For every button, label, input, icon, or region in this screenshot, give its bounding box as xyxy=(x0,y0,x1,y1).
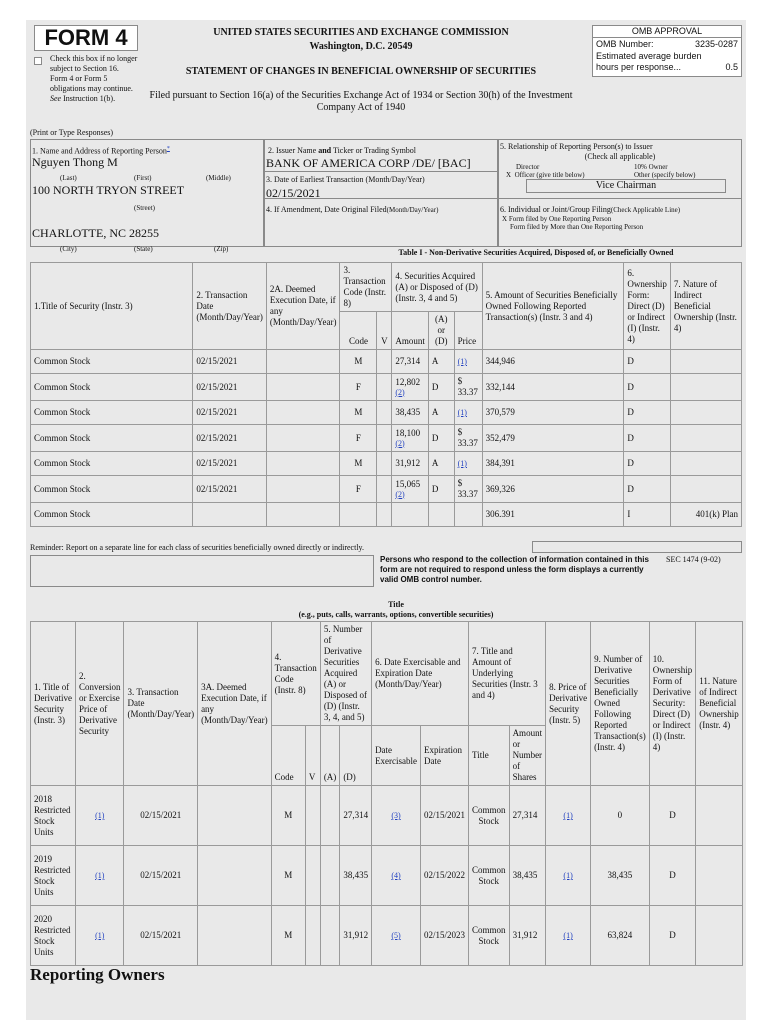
ownership-form: D xyxy=(624,401,671,425)
acquired-disposed: D xyxy=(428,476,454,503)
transaction-code: F xyxy=(340,476,377,503)
transaction-date: 02/15/2021 xyxy=(124,906,198,966)
first-label: (First) xyxy=(134,174,152,182)
issuer-label: 2. Issuer Name and Ticker or Trading Symbol xyxy=(268,146,417,155)
t2-h4: 4. Transaction Code (Instr. 8) xyxy=(271,622,320,726)
omb-approval-box xyxy=(592,25,742,77)
t2-title: Title xyxy=(469,726,510,786)
city-label: (City) xyxy=(60,245,77,253)
omb-hours-label: hours per response... xyxy=(596,62,682,72)
acquired xyxy=(320,786,340,846)
footnote-link[interactable]: (2) xyxy=(395,387,405,397)
nature-ownership xyxy=(696,906,742,966)
street-value: 100 NORTH TRYON STREET xyxy=(32,183,185,197)
acquired-disposed: A xyxy=(428,452,454,476)
omb-hours-value: 0.5 xyxy=(725,62,738,72)
ownership-form: I xyxy=(624,503,671,527)
conversion-price[interactable] xyxy=(75,786,124,846)
nature-ownership: 401(k) Plan xyxy=(670,503,741,527)
footnote-link[interactable]: (3) xyxy=(391,811,401,820)
t2-h1: 1. Title of Derivative Security (Instr. 3) xyxy=(31,622,76,786)
t2-h3: 3. Transaction Date (Month/Day/Year) xyxy=(124,622,198,786)
ownership-form: D xyxy=(624,374,671,401)
t2-h2: 2. Conversion or Exercise Price of Derivative Security xyxy=(75,622,124,786)
table1-body xyxy=(31,350,742,527)
other-option[interactable]: Other (specify below) xyxy=(634,171,696,179)
derivative-title: 2020 Restricted Stock Units xyxy=(31,906,76,966)
table1-row xyxy=(31,350,742,374)
reporting-person-name: Nguyen Thong M xyxy=(32,155,118,169)
t1-h6: 6. Ownership Form: Direct (D) or Indirect (I) (Instr. 4) xyxy=(624,263,671,350)
ownership-form: D xyxy=(624,452,671,476)
director-option[interactable]: Director xyxy=(516,163,540,171)
table2-row xyxy=(31,906,743,966)
respond-notice: Persons who respond to the collection of information contained in this form are not required to respond unless the form displays a currently valid OMB control number. xyxy=(380,555,649,584)
table1-row xyxy=(31,503,742,527)
t2-expiration: Expiration Date xyxy=(421,726,469,786)
disposed: 38,435 xyxy=(340,846,372,906)
owned-following: 63,824 xyxy=(591,906,650,966)
footnote-link[interactable]: (1) xyxy=(95,871,105,880)
expiration-date: 02/15/2021 xyxy=(421,786,469,846)
t1-v: V xyxy=(377,312,392,350)
owned-following: 306.391 xyxy=(482,503,624,527)
reminder: Reminder: Report on a separate line for each class of securities beneficially owned directly or indirectly. xyxy=(30,543,365,552)
t1-h2a: 2A. Deemed Execution Date, if any (Month/Day/Year) xyxy=(266,263,340,350)
officer-title: Vice Chairman xyxy=(526,179,726,193)
commission-location: Washington, D.C. 20549 xyxy=(309,41,413,52)
filed-pursuant: Filed pursuant to Section 16(a) of the Securities Exchange Act of 1934 or Section 30(h) of the Investment Company Act of 1940 xyxy=(149,90,573,113)
owned-following: 344,946 xyxy=(482,350,624,374)
price: $ 33.37 xyxy=(454,425,482,452)
disposed: 27,314 xyxy=(340,786,372,846)
acquired xyxy=(320,846,340,906)
transaction-code: M xyxy=(271,786,305,846)
zip-label: (Zip) xyxy=(214,245,229,253)
footnote-link[interactable]: (1) xyxy=(95,811,105,820)
transaction-date: 02/15/2021 xyxy=(193,476,267,503)
t1-h3: 3. Transaction Code (Instr. 8) xyxy=(340,263,392,312)
t2-h8: 8. Price of Derivative Security (Instr. 5) xyxy=(546,622,591,786)
omb-number-value: 3235-0287 xyxy=(694,39,738,49)
deemed-date xyxy=(266,425,340,452)
amount-value: 15,065 xyxy=(395,478,421,489)
commission-name: UNITED STATES SECURITIES AND EXCHANGE COMMISSION xyxy=(213,27,509,38)
table2-body xyxy=(31,786,743,966)
deemed-date xyxy=(266,401,340,425)
v-flag xyxy=(305,846,320,906)
v-flag xyxy=(305,906,320,966)
t1-h1: 1.Title of Security (Instr. 3) xyxy=(31,263,193,350)
more-persons-option[interactable]: Form filed by More than One Reporting Person xyxy=(510,223,644,231)
t2-d: (D) xyxy=(340,726,372,786)
date-exercisable[interactable] xyxy=(372,906,421,966)
acquired xyxy=(320,906,340,966)
price: $ 33.37 xyxy=(454,476,482,503)
price xyxy=(454,503,482,527)
expiration-date: 02/15/2022 xyxy=(421,846,469,906)
table2-row xyxy=(31,786,743,846)
no-longer-subject-checkbox[interactable] xyxy=(34,57,42,65)
v-flag xyxy=(377,401,392,425)
t1-h5: 5. Amount of Securities Beneficially Owned Following Reported Transaction(s) (Instr. 3 and 4) xyxy=(482,263,624,350)
t2-h11: 11. Nature of Indirect Beneficial Ownership (Instr. 4) xyxy=(696,622,742,786)
transaction-date: 02/15/2021 xyxy=(193,350,267,374)
filing-label: 6. Individual or Joint/Group Filing(Check Applicable Line) xyxy=(500,205,681,214)
derivative-price[interactable] xyxy=(546,846,591,906)
nature-ownership xyxy=(696,846,742,906)
table1-row xyxy=(31,476,742,503)
underlying-title: Common Stock xyxy=(469,786,510,846)
owned-following: 0 xyxy=(591,786,650,846)
derivative-price[interactable] xyxy=(546,786,591,846)
security-title: Common Stock xyxy=(31,503,193,527)
deemed-date xyxy=(266,503,340,527)
amount-value: 27,314 xyxy=(395,356,421,366)
ownership-form: D xyxy=(649,846,696,906)
footnote-link[interactable]: (1) xyxy=(457,357,467,366)
amendment-label: 4. If Amendment, Date Original Filed(Month/Day/Year) xyxy=(266,205,439,214)
underlying-title: Common Stock xyxy=(469,906,510,966)
middle-label: (Middle) xyxy=(206,174,231,182)
omb-number-label: OMB Number: xyxy=(596,39,654,49)
t2-h3a: 3A. Deemed Execution Date, if any (Month/Day/Year) xyxy=(198,622,272,786)
amount xyxy=(392,476,429,503)
statement-title: STATEMENT OF CHANGES IN BENEFICIAL OWNERSHIP OF SECURITIES xyxy=(185,66,537,77)
footnote-link[interactable]: (1) xyxy=(563,811,573,820)
amount xyxy=(392,503,429,527)
underlying-shares: 27,314 xyxy=(509,786,546,846)
reporting-person-label: 1. Name and Address of Reporting Person* xyxy=(32,146,170,156)
table1-row xyxy=(31,425,742,452)
nature-ownership xyxy=(670,350,741,374)
security-title: Common Stock xyxy=(31,401,193,425)
derivative-price[interactable] xyxy=(546,906,591,966)
acquired-disposed: D xyxy=(428,374,454,401)
table1-title: Table I - Non-Derivative Securities Acquired, Disposed of, or Beneficially Owned xyxy=(398,248,674,257)
amount xyxy=(392,350,429,374)
omb-title: OMB APPROVAL xyxy=(593,26,741,38)
price[interactable] xyxy=(454,452,482,476)
t2-h5: 5. Number of Derivative Securities Acquired (A) or Disposed of (D) (Instr. 3, 4, and 5) xyxy=(320,622,371,726)
table2-title: Title xyxy=(388,600,404,609)
t2-h9: 9. Number of Derivative Securities Beneficially Owned Following Reported Transaction(s) (Instr. 4) xyxy=(591,622,650,786)
price: $ 33.37 xyxy=(454,374,482,401)
t1-h2: 2. Transaction Date (Month/Day/Year) xyxy=(193,263,267,350)
footnote-link[interactable]: (1) xyxy=(457,408,467,417)
transaction-code: M xyxy=(340,401,377,425)
transaction-date: 02/15/2021 xyxy=(124,786,198,846)
t2-h10: 10. Ownership Form of Derivative Security: Direct (D) or Indirect (I) (Instr. 4) xyxy=(649,622,696,786)
acquired-disposed: A xyxy=(428,350,454,374)
table2 xyxy=(30,621,743,966)
nature-ownership xyxy=(670,476,741,503)
footnote-link[interactable]: (5) xyxy=(391,931,401,940)
state-label: (State) xyxy=(134,245,153,253)
v-flag xyxy=(377,350,392,374)
transaction-code: F xyxy=(340,374,377,401)
amount-value: 12,802 xyxy=(395,376,421,387)
security-title: Common Stock xyxy=(31,374,193,401)
owned-following: 352,479 xyxy=(482,425,624,452)
security-title: Common Stock xyxy=(31,476,193,503)
conversion-price[interactable] xyxy=(75,906,124,966)
v-flag xyxy=(377,452,392,476)
date-exercisable[interactable] xyxy=(372,846,421,906)
ownership-form: D xyxy=(624,476,671,503)
transaction-code: M xyxy=(340,350,377,374)
deemed-date xyxy=(198,846,272,906)
ownership-form: D xyxy=(624,425,671,452)
relationship-sub: (Check all applicable) xyxy=(584,152,656,161)
owned-following: 332,144 xyxy=(482,374,624,401)
amount xyxy=(392,401,429,425)
v-flag xyxy=(377,503,392,527)
price[interactable] xyxy=(454,401,482,425)
t2-amount-shares: Amount or Number of Shares xyxy=(509,726,546,786)
acquired-disposed: D xyxy=(428,425,454,452)
last-label: (Last) xyxy=(60,174,77,182)
nature-ownership xyxy=(696,786,742,846)
v-flag xyxy=(377,476,392,503)
table2-row xyxy=(31,846,743,906)
ownership-form: D xyxy=(649,906,696,966)
deemed-date xyxy=(266,452,340,476)
security-title: Common Stock xyxy=(31,425,193,452)
transaction-date: 02/15/2021 xyxy=(193,374,267,401)
footnote-link[interactable]: (1) xyxy=(563,871,573,880)
ownership-form: D xyxy=(649,786,696,846)
amount-value: 18,100 xyxy=(395,427,421,438)
conversion-price[interactable] xyxy=(75,846,124,906)
table1 xyxy=(30,262,742,527)
amount xyxy=(392,452,429,476)
t2-date-exercisable: Date Exercisable xyxy=(372,726,421,786)
nature-ownership xyxy=(670,452,741,476)
v-flag xyxy=(377,425,392,452)
underlying-shares: 38,435 xyxy=(509,846,546,906)
price[interactable] xyxy=(454,350,482,374)
transaction-code: M xyxy=(271,846,305,906)
transaction-date: 02/15/2021 xyxy=(124,846,198,906)
underlying-shares: 31,912 xyxy=(509,906,546,966)
table1-row xyxy=(31,452,742,476)
t1-aord: (A) or (D) xyxy=(428,312,454,350)
date-exercisable[interactable] xyxy=(372,786,421,846)
earliest-date-value: 02/15/2021 xyxy=(266,186,321,200)
amount xyxy=(392,374,429,401)
amount-value: 38,435 xyxy=(395,407,421,417)
owned-following: 370,579 xyxy=(482,401,624,425)
t2-a: (A) xyxy=(320,726,340,786)
owned-following: 369,326 xyxy=(482,476,624,503)
deemed-date xyxy=(266,374,340,401)
print-type: (Print or Type Responses) xyxy=(30,128,114,137)
nature-ownership xyxy=(670,425,741,452)
t1-h4: 4. Securities Acquired (A) or Disposed of (D) (Instr. 3, 4 and 5) xyxy=(392,263,482,312)
footnote-link[interactable]: (1) xyxy=(95,931,105,940)
ten-percent-owner-option[interactable]: 10% Owner xyxy=(634,163,668,171)
derivative-title: 2019 Restricted Stock Units xyxy=(31,846,76,906)
officer-option[interactable]: X Officer (give title below) xyxy=(506,171,585,179)
issuer-value: BANK OF AMERICA CORP /DE/ [BAC] xyxy=(266,156,471,170)
disposed: 31,912 xyxy=(340,906,372,966)
transaction-code: M xyxy=(340,452,377,476)
amount-value: 31,912 xyxy=(395,458,421,468)
reporting-owners-heading: Reporting Owners xyxy=(30,965,165,984)
t2-v: V xyxy=(305,726,320,786)
transaction-date xyxy=(193,503,267,527)
t1-price: Price xyxy=(454,312,482,350)
omb-burden-label: Estimated average burden xyxy=(596,51,702,61)
v-flag xyxy=(305,786,320,846)
owned-following: 38,435 xyxy=(591,846,650,906)
transaction-code: M xyxy=(271,906,305,966)
deemed-date xyxy=(198,906,272,966)
footnote-link[interactable]: (4) xyxy=(391,871,401,880)
security-title: Common Stock xyxy=(31,350,193,374)
transaction-code xyxy=(340,503,377,527)
transaction-date: 02/15/2021 xyxy=(193,425,267,452)
acquired-disposed: A xyxy=(428,401,454,425)
form-title: FORM 4 xyxy=(34,25,138,51)
transaction-date: 02/15/2021 xyxy=(193,401,267,425)
relationship-label: 5. Relationship of Reporting Person(s) to Issuer xyxy=(500,142,653,151)
t1-amount: Amount xyxy=(392,312,429,350)
v-flag xyxy=(377,374,392,401)
footnote-link[interactable]: (1) xyxy=(457,459,467,468)
nature-ownership xyxy=(670,374,741,401)
footnote-link[interactable]: (2) xyxy=(395,489,405,499)
t1-code: Code xyxy=(340,312,377,350)
form-page xyxy=(26,20,746,1020)
sec-code: SEC 1474 (9-02) xyxy=(666,555,721,564)
deemed-date xyxy=(198,786,272,846)
table2-subtitle: (e.g., puts, calls, warrants, options, convertible securities) xyxy=(298,610,494,619)
amount xyxy=(392,425,429,452)
earliest-date-label: 3. Date of Earliest Transaction (Month/Day/Year) xyxy=(266,175,425,184)
street-label: (Street) xyxy=(134,204,155,212)
t2-h7: 7. Title and Amount of Underlying Securities (Instr. 3 and 4) xyxy=(469,622,546,726)
owned-following: 384,391 xyxy=(482,452,624,476)
derivative-title: 2018 Restricted Stock Units xyxy=(31,786,76,846)
table1-row xyxy=(31,374,742,401)
transaction-code: F xyxy=(340,425,377,452)
transaction-date: 02/15/2021 xyxy=(193,452,267,476)
checkbox-text: Check this box if no longer subject to Section 16. Form 4 or Form 5 obligations may continue. See Instruction 1(b). xyxy=(50,54,138,103)
ownership-form: D xyxy=(624,350,671,374)
deemed-date xyxy=(266,350,340,374)
city-value: CHARLOTTE, NC 28255 xyxy=(32,226,159,240)
t2-code: Code xyxy=(271,726,305,786)
nature-ownership xyxy=(670,401,741,425)
deemed-date xyxy=(266,476,340,503)
expiration-date: 02/15/2023 xyxy=(421,906,469,966)
security-title: Common Stock xyxy=(31,452,193,476)
footnote-link[interactable]: (2) xyxy=(395,438,405,448)
footnote-link[interactable]: (1) xyxy=(563,931,573,940)
one-person-option[interactable]: X Form filed by One Reporting Person xyxy=(502,215,612,223)
table1-row xyxy=(31,401,742,425)
t1-h7: 7. Nature of Indirect Beneficial Ownership (Instr. 4) xyxy=(670,263,741,350)
acquired-disposed xyxy=(428,503,454,527)
t2-h6: 6. Date Exercisable and Expiration Date (Month/Day/Year) xyxy=(372,622,469,726)
underlying-title: Common Stock xyxy=(469,846,510,906)
